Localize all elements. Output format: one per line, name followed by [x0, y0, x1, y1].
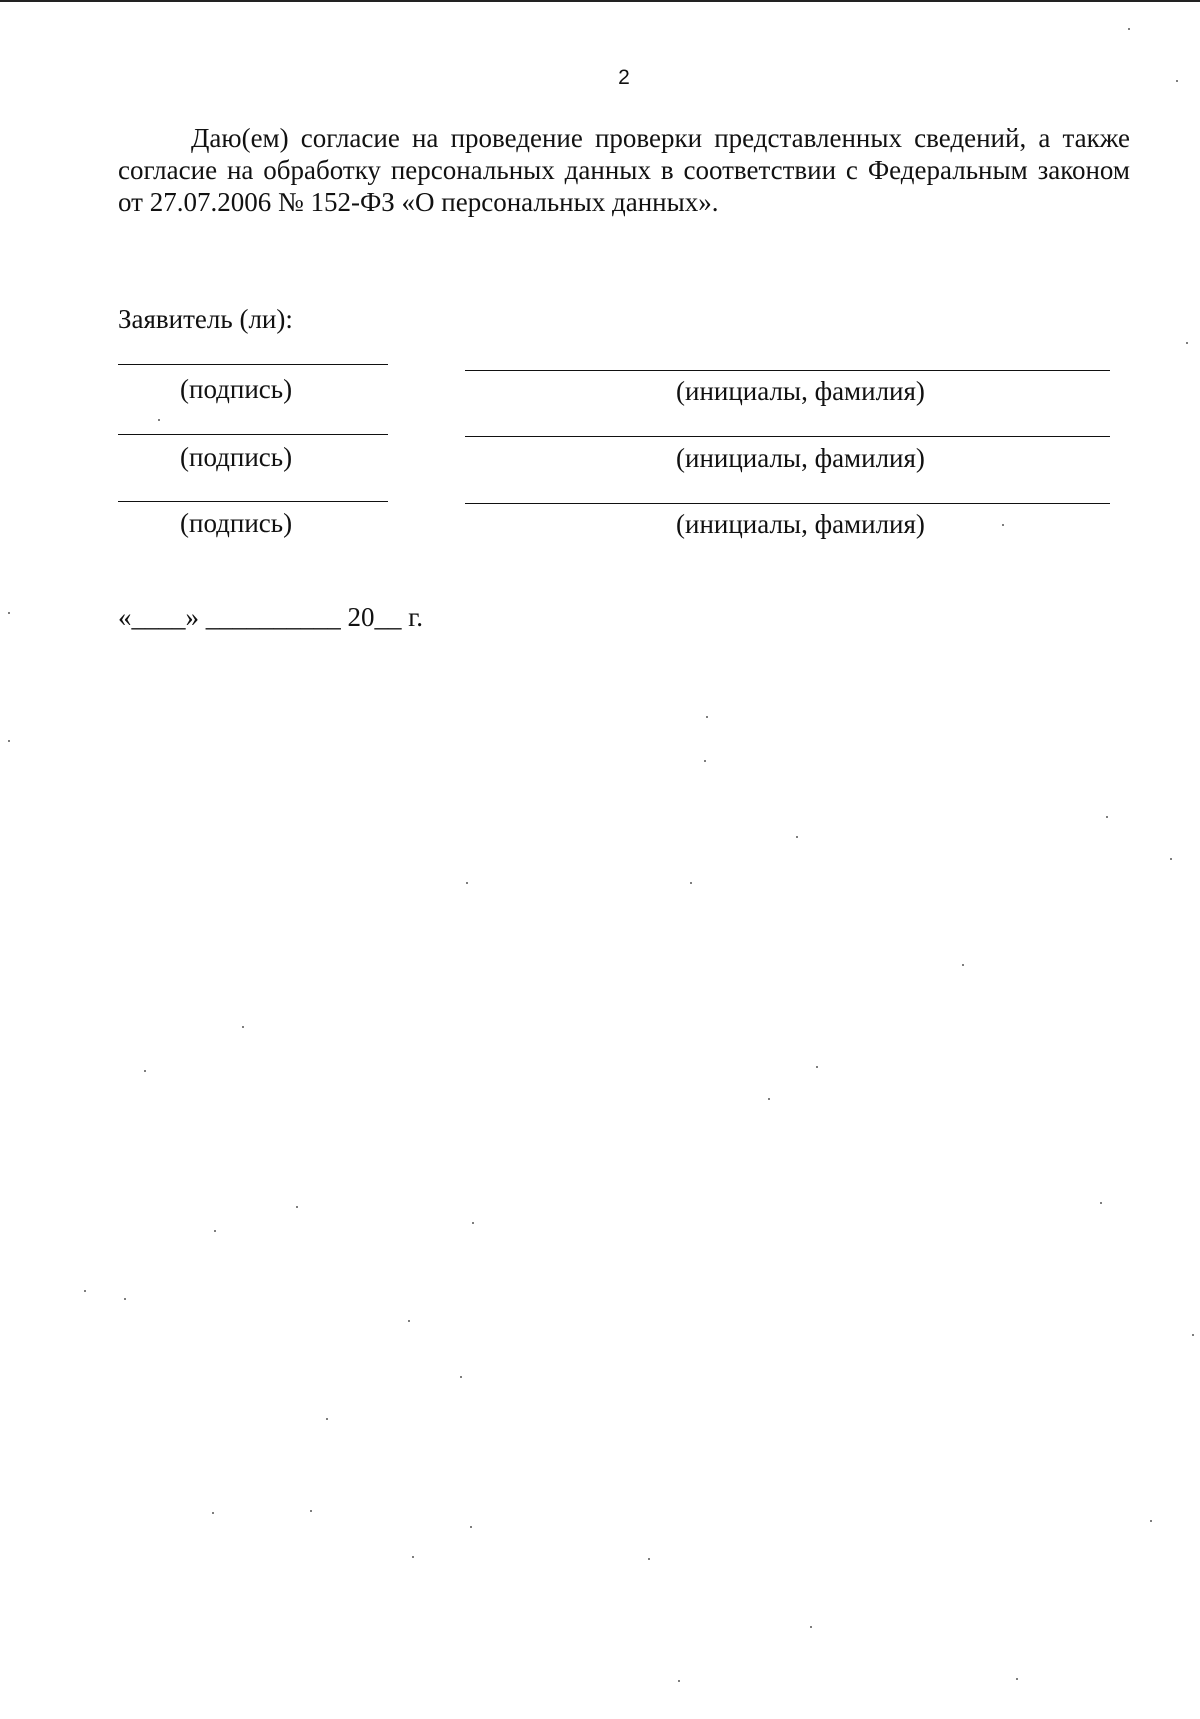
name-line — [465, 436, 1110, 437]
scan-speck — [466, 882, 468, 884]
scan-speck — [1186, 342, 1188, 344]
scan-speck — [472, 1222, 474, 1224]
scan-speck — [1170, 858, 1172, 860]
signature-caption: (подпись) — [180, 374, 293, 404]
page-number: 2 — [618, 66, 630, 89]
name-line — [465, 503, 1110, 504]
scan-speck — [1016, 1678, 1018, 1680]
scan-speck — [1002, 524, 1004, 526]
name-line — [465, 370, 1110, 371]
signature-caption: (подпись) — [180, 508, 293, 538]
scan-speck — [1176, 80, 1178, 82]
scan-speck — [8, 740, 10, 742]
signature-row — [0, 364, 1200, 424]
scan-speck — [124, 1298, 126, 1300]
scan-speck — [768, 1098, 770, 1100]
scan-speck — [470, 1526, 472, 1528]
scan-speck — [704, 760, 706, 762]
name-caption: (инициалы, фамилия) — [676, 509, 925, 539]
scan-speck — [690, 882, 692, 884]
date-line: «____» __________ 20__ г. — [118, 602, 424, 632]
scan-speck — [296, 1206, 298, 1208]
signature-row — [0, 501, 1200, 561]
scan-speck — [1150, 1520, 1152, 1522]
scan-speck — [810, 1626, 812, 1628]
scan-speck — [8, 612, 10, 614]
scan-speck — [326, 1418, 328, 1420]
signature-line — [118, 364, 388, 365]
applicant-label: Заявитель (ли): — [118, 304, 293, 334]
scan-speck — [310, 1510, 312, 1512]
scan-speck — [408, 1320, 410, 1322]
consent-paragraph: Даю(ем) согласие на проведение проверки представленных сведений, а также согласие на обработку персональных данных в соответствии с Федеральным законом от 27.07.2006 № 152-ФЗ «О персональных данных». — [118, 123, 1130, 217]
scan-speck — [1106, 816, 1108, 818]
signature-line — [118, 501, 388, 502]
scan-speck — [144, 1070, 146, 1072]
scan-speck — [1192, 1334, 1194, 1336]
scan-speck — [962, 964, 964, 966]
scan-speck — [648, 1558, 650, 1560]
scan-speck — [412, 1556, 414, 1558]
scan-speck — [84, 1290, 86, 1292]
scan-speck — [212, 1512, 214, 1514]
signature-line — [118, 434, 388, 435]
scan-speck — [816, 1066, 818, 1068]
scan-speck — [460, 1376, 462, 1378]
scan-speck — [1100, 1202, 1102, 1204]
scan-edge-line — [0, 0, 1200, 2]
scan-speck — [242, 1026, 244, 1028]
scan-speck — [678, 1680, 680, 1682]
signature-row — [0, 434, 1200, 494]
name-caption: (инициалы, фамилия) — [676, 376, 925, 406]
signature-caption: (подпись) — [180, 442, 293, 472]
scan-speck — [706, 716, 708, 718]
scan-speck — [214, 1230, 216, 1232]
scan-speck — [1128, 28, 1130, 30]
name-caption: (инициалы, фамилия) — [676, 443, 925, 473]
scan-speck — [796, 836, 798, 838]
scan-speck — [158, 419, 160, 421]
